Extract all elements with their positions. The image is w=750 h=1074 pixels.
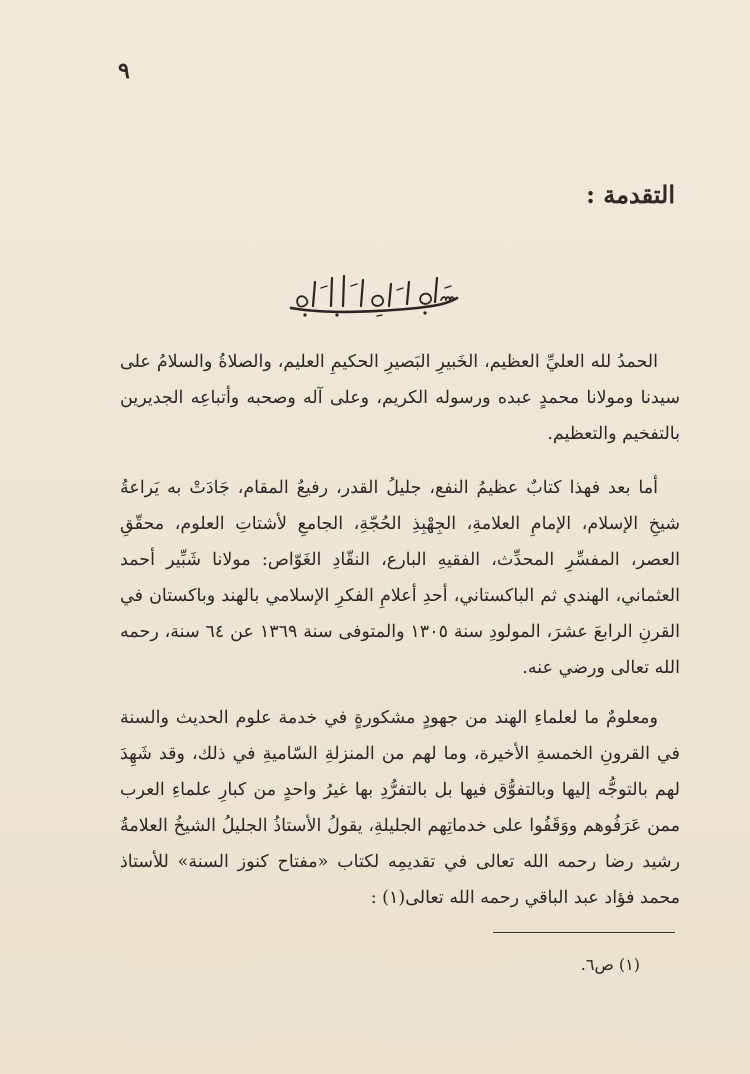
paragraph-book-intro <box>120 470 680 686</box>
basmala-calligraphy <box>285 268 465 320</box>
footnote: (١) ص٦. <box>580 955 640 974</box>
paragraph-indian-scholars <box>120 700 680 916</box>
paragraph-2-text: أما بعد فهذا كتابٌ عظيمُ النفع، جليلُ القدر، رفيعُ المقام، جَادَتْ به يَراعةُ شيخِ الإسلام، الإمامِ العلامةِ، الجِهْبِذِ الحُجّةِ، الجامعِ لأشتاتِ العلوم، محقّقِ العصر، المفسِّرِ المحدِّث، الفقيهِ البارع، النقّادِ الغَوّاص: مولانا شَبِّير أحمد العثماني، الهندي ثم الباكستاني، أحدِ أعلامِ الفكرِ الإسلامي بالهند وباكستان في القرنِ الرابعَ عشرَ، المولودِ سنة ١٣٠٥ والمتوفى سنة ١٣٦٩ عن ٦٤ سنة، رحمه الله تعالى ورضي عنه. <box>120 478 680 678</box>
paragraph-1-text: الحمدُ لله العليِّ العظيم، الخَبيرِ البَصيرِ الحكيمِ العليم، والصلاةُ والسلامُ على سيدنا ومولانا محمدٍ عبده ورسوله الكريم، وعلى آله وصحبه وأتباعِه الجديرين بالتفخيم والتعظيم. <box>120 352 680 444</box>
footnote-divider <box>493 932 675 933</box>
paragraph-praise <box>120 344 680 452</box>
paragraph-3-text: ومعلومٌ ما لعلماءِ الهند من جهودٍ مشكورةٍ في خدمة علوم الحديث والسنة في القرونِ الخمسةِ الأخيرة، وما لهم من المنزلةِ السّاميةِ في ذلك، وقد شَهِدَ لهم بالتوجُّه إليها وبالتفوُّق فيها بل بالتفرُّدِ بها غيرُ واحدٍ من كبارِ علماءِ العرب ممن عَرَفُوهم ووَقَفُوا على خدماتِهم الجليلةِ، يقولُ الأستاذُ الجليلُ الشيخُ العلامةُ رشيد رضا رحمه الله تعالى في تقديمِه لكتاب «مفتاح كنوز السنة» للأستاذ محمد فؤاد عبد الباقي رحمه الله تعالى(١) : <box>120 708 680 908</box>
section-heading: التقدمة : <box>586 180 675 209</box>
page-number: ٩ <box>118 58 130 84</box>
